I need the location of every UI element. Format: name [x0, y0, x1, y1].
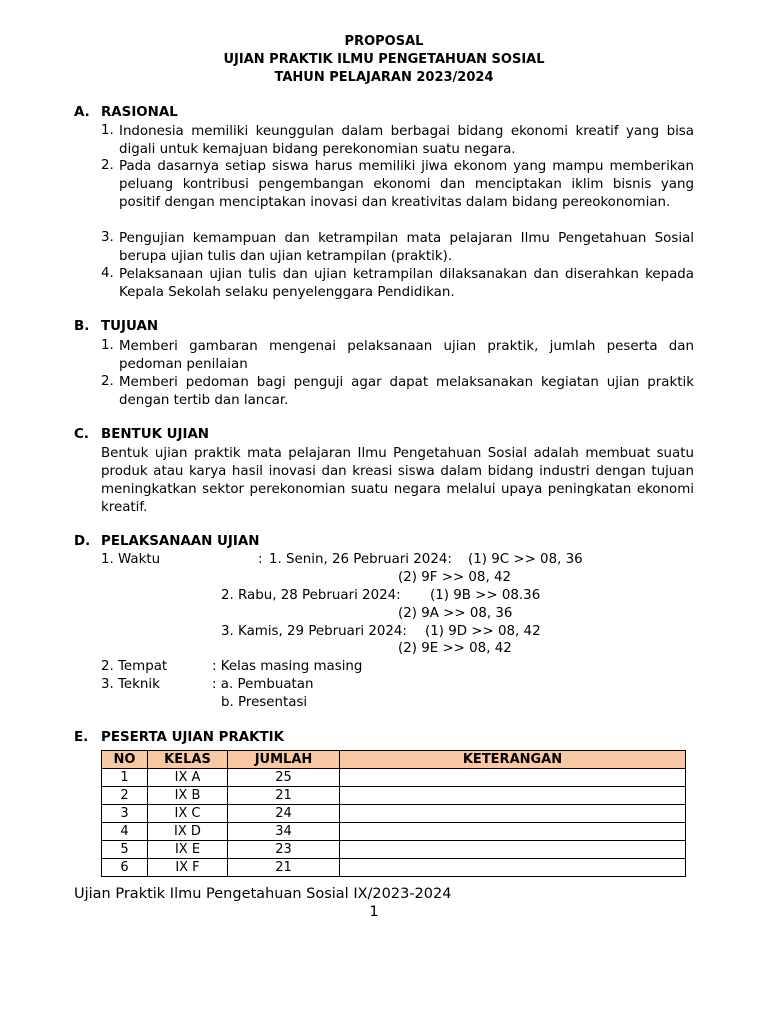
cell-keterangan [340, 805, 686, 823]
cell-keterangan [340, 769, 686, 787]
section-letter-e: E. [74, 730, 89, 745]
list-item: Memberi pedoman bagi penguji agar dapat melaksanakan kegiatan ujian praktik dengan tertib dan lancar. [119, 375, 694, 408]
list-number: 4. [101, 266, 114, 281]
list-item: Memberi gambaran mengenai pelaksanaan ujian praktik, jumlah peserta dan pedoman penilaian [119, 339, 694, 372]
tempat-label: 2. Tempat [101, 659, 168, 674]
bentuk-paragraph: Bentuk ujian praktik mata pelajaran Ilmu Pengetahuan Sosial adalah membuat suatu produk atau karya hasil inovasi dan kreasi siswa dalam bidang industri dengan tujuan meningkatkan sektor perekonomian suatu negara melalui upaya peningkatan ekonomi kreatif. [101, 446, 694, 515]
cell-jumlah: 24 [228, 805, 340, 823]
cell-keterangan [340, 841, 686, 859]
column-header: NO [102, 751, 148, 769]
section-letter-b: B. [74, 319, 90, 334]
cell-jumlah: 25 [228, 769, 340, 787]
schedule-day: 1. Senin, 26 Pebruari 2024: [269, 552, 452, 567]
table-row [102, 841, 686, 859]
cell-no: 1 [102, 769, 148, 787]
list-item: Pada dasarnya setiap siswa harus memiliki jiwa ekonom yang mampu memberikan peluang kontribusi pengembangan ekonomi dan menciptakan iklim bisnis yang positif dengan menciptakan inovasi dan kreativitas dalam bidang pereokonomian. [119, 159, 694, 210]
list-item: Pelaksanaan ujian tulis dan ujian ketrampilan dilaksanakan dan diserahkan kepada Kepala Sekolah selaku penyelenggara Pendidikan. [119, 267, 694, 300]
section-title-bentuk: BENTUK UJIAN [101, 427, 210, 442]
column-header: KETERANGAN [340, 751, 686, 769]
list-number: 1. [101, 338, 114, 353]
table-header-row [102, 751, 686, 769]
schedule-session: (1) 9D >> 08, 42 [425, 624, 541, 639]
page-footer: Ujian Praktik Ilmu Pengetahuan Sosial IX/2023-2024 [74, 886, 452, 902]
teknik-value-a: : a. Pembuatan [212, 677, 314, 692]
page-number: 1 [369, 904, 379, 920]
list-number: 1. [101, 123, 114, 138]
cell-no: 4 [102, 823, 148, 841]
section-letter-c: C. [74, 427, 89, 442]
cell-kelas: IX E [148, 841, 228, 859]
cell-kelas: IX B [148, 787, 228, 805]
schedule-day: 2. Rabu, 28 Pebruari 2024: [221, 588, 401, 603]
section-title-tujuan: TUJUAN [101, 319, 159, 334]
table-row [102, 859, 686, 877]
cell-no: 2 [102, 787, 148, 805]
schedule-session: (2) 9E >> 08, 42 [398, 641, 512, 656]
section-title-pelaksanaan: PELAKSANAAN UJIAN [101, 534, 260, 549]
section-letter-d: D. [74, 534, 91, 549]
schedule-session: (1) 9B >> 08.36 [430, 588, 541, 603]
list-number: 2. [101, 374, 114, 389]
section-title-rasional: RASIONAL [101, 105, 178, 120]
table-row [102, 823, 686, 841]
table-row [102, 805, 686, 823]
cell-keterangan [340, 787, 686, 805]
teknik-value-b: b. Presentasi [221, 695, 308, 710]
schedule-session: (1) 9C >> 08, 36 [468, 552, 583, 567]
cell-kelas: IX C [148, 805, 228, 823]
column-header: JUMLAH [228, 751, 340, 769]
cell-kelas: IX D [148, 823, 228, 841]
cell-kelas: IX A [148, 769, 228, 787]
list-number: 3. [101, 230, 114, 245]
section-title-peserta: PESERTA UJIAN PRAKTIK [101, 730, 285, 745]
teknik-label: 3. Teknik [101, 677, 160, 692]
section-letter-a: A. [74, 105, 90, 120]
cell-jumlah: 21 [228, 859, 340, 877]
cell-jumlah: 34 [228, 823, 340, 841]
cell-keterangan [340, 859, 686, 877]
document-title: PROPOSAL [344, 34, 424, 49]
schedule-session: (2) 9F >> 08, 42 [398, 570, 511, 585]
document-subtitle: UJIAN PRAKTIK ILMU PENGETAHUAN SOSIAL [223, 52, 545, 67]
cell-keterangan [340, 823, 686, 841]
table-row [102, 787, 686, 805]
waktu-colon: : [258, 552, 263, 567]
cell-jumlah: 23 [228, 841, 340, 859]
document-year: TAHUN PELAJARAN 2023/2024 [274, 70, 494, 85]
cell-kelas: IX F [148, 859, 228, 877]
list-number: 2. [101, 158, 114, 173]
list-item: Indonesia memiliki keunggulan dalam berbagai bidang ekonomi kreatif yang bisa digali untuk kemajuan bidang perekonomian suatu negara. [119, 124, 694, 157]
cell-no: 5 [102, 841, 148, 859]
cell-jumlah: 21 [228, 787, 340, 805]
waktu-label: 1. Waktu [101, 552, 161, 567]
schedule-session: (2) 9A >> 08, 36 [398, 606, 513, 621]
peserta-table [101, 750, 686, 877]
column-header: KELAS [148, 751, 228, 769]
tempat-value: : Kelas masing masing [212, 659, 363, 674]
list-item: Pengujian kemampuan dan ketrampilan mata pelajaran Ilmu Pengetahuan Sosial berupa ujian tulis dan ujian ketrampilan (praktik). [119, 231, 694, 264]
cell-no: 6 [102, 859, 148, 877]
cell-no: 3 [102, 805, 148, 823]
schedule-day: 3. Kamis, 29 Pebruari 2024: [221, 624, 407, 639]
table-row [102, 769, 686, 787]
